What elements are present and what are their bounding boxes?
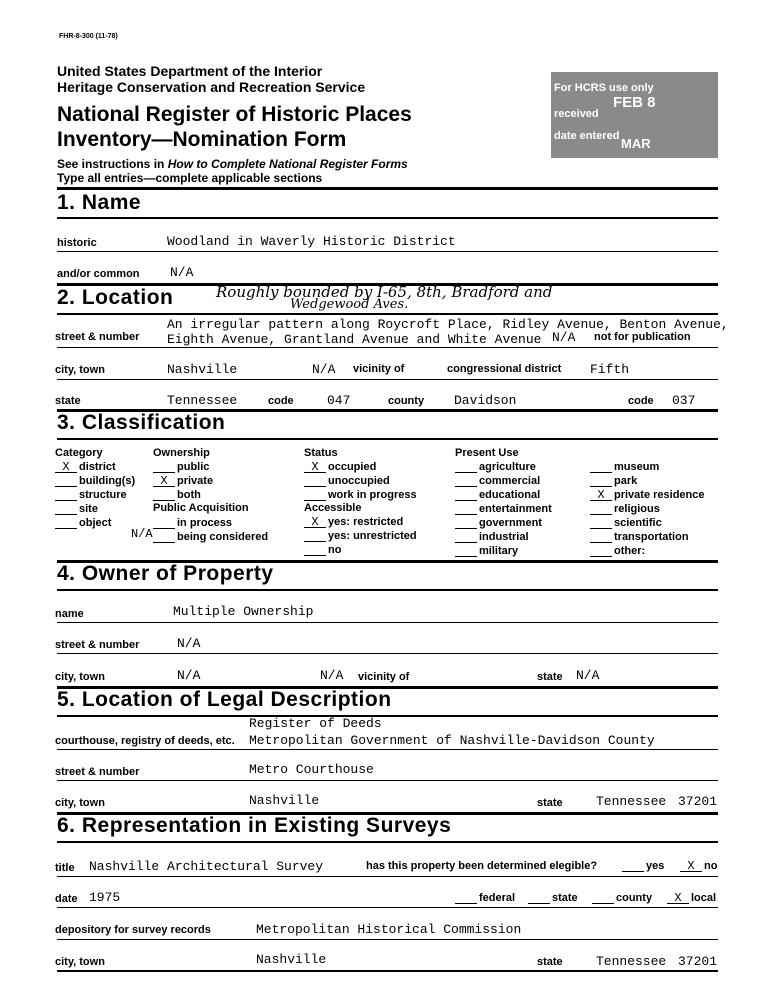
form-number: FHR-8-300 (11-78) (59, 33, 118, 40)
eligible-question: has this property been determined elegible? (366, 860, 598, 872)
use-military-checkbox[interactable] (455, 545, 518, 557)
field-rule (57, 251, 718, 252)
street-line1: An irregular pattern along Roycroft Place, Ridley Avenue, Benton Avenue, (167, 317, 729, 332)
historic-label: historic (57, 237, 97, 249)
public-acquisition-header: Public Acquisition (153, 502, 249, 514)
field-rule (57, 780, 718, 781)
owner-city-value: N/A (177, 668, 201, 683)
legal-state-label: state (537, 797, 563, 809)
form-title-line1: National Register of Historic Places (57, 103, 412, 126)
instructions-prefix: See instructions in (57, 157, 168, 171)
level-local-checkbox[interactable] (667, 892, 716, 904)
field-rule (57, 379, 718, 380)
field-rule (57, 876, 718, 877)
stamp-line2: received (554, 108, 599, 120)
ownership-header: Ownership (153, 447, 210, 459)
survey-title-value: Nashville Architectural Survey (89, 859, 324, 874)
field-rule (57, 939, 718, 940)
checkbox-label: in process (177, 517, 233, 529)
checkbox-label: museum (614, 461, 660, 473)
section4-title: 4. Owner of Property (57, 562, 274, 585)
checkbox-label: agriculture (479, 461, 536, 473)
use-educational-checkbox[interactable] (455, 489, 540, 501)
stamp-line3: date entered (554, 130, 620, 142)
checkbox-mark: X (55, 463, 77, 473)
use-agriculture-checkbox[interactable] (455, 461, 536, 473)
vicinity-value: N/A (312, 362, 336, 377)
checkbox-label: district (79, 461, 116, 473)
depository-city-label: city, town (55, 956, 105, 968)
checkbox-mark: X (667, 894, 689, 904)
department-line: United States Department of the Interior (57, 63, 323, 79)
city-value: Nashville (167, 362, 238, 377)
use-museum-checkbox[interactable] (590, 461, 659, 473)
checkbox-label: work in progress (328, 489, 417, 501)
instructions-line1 (57, 157, 408, 171)
category-site-checkbox[interactable] (55, 503, 98, 515)
owner-street-label: street & number (55, 639, 140, 651)
legal-street-value: Metro Courthouse (249, 762, 374, 777)
checkbox-label: building(s) (79, 475, 136, 487)
form-title-line2: Inventory—Nomination Form (57, 128, 347, 151)
hcrs-use-only-stamp (551, 72, 718, 158)
acquisition-in-process-checkbox[interactable] (153, 517, 232, 529)
level-federal-checkbox[interactable] (455, 892, 515, 904)
category-header: Category (55, 447, 103, 459)
accessible-no-checkbox[interactable] (304, 544, 341, 556)
field-rule (57, 653, 718, 654)
use-industrial-checkbox[interactable] (455, 531, 529, 543)
legal-state-value: Tennessee (596, 794, 667, 809)
checkbox-label: being considered (177, 531, 269, 543)
county-code-label: code (628, 395, 654, 407)
owner-vicinity-label: vicinity of (358, 671, 410, 683)
section3-title: 3. Classification (57, 411, 226, 434)
accessible-header: Accessible (304, 502, 362, 514)
checkbox-label: county (616, 892, 653, 904)
checkbox-label: military (479, 545, 519, 557)
section-rule (57, 841, 718, 843)
survey-date-value: 1975 (89, 890, 121, 905)
checkbox-label: scientific (614, 517, 662, 529)
checkbox-label: public (177, 461, 210, 473)
owner-street-value: N/A (177, 636, 201, 651)
use-other-checkbox[interactable] (590, 545, 645, 557)
category-district-checkbox[interactable] (55, 461, 116, 473)
legal-city-value: Nashville (249, 793, 320, 808)
street-line2: Eighth Avenue, Grantland Avenue and White Avenue (167, 332, 542, 347)
common-name-label: and/or common (57, 268, 140, 280)
owner-vicinity-value: N/A (320, 668, 344, 683)
level-county-checkbox[interactable] (592, 892, 652, 904)
checkbox-label: no (704, 860, 718, 872)
depository-zip: 37201 (678, 954, 718, 969)
use-private-residence-checkbox[interactable] (590, 489, 705, 501)
courthouse-line2: Metropolitan Government of Nashville-Davidson County (249, 733, 655, 748)
stamp-mark2: MAR (621, 136, 651, 151)
checkbox-label: no (328, 544, 342, 556)
status-unoccupied-checkbox[interactable] (304, 475, 390, 487)
instructions-link-text: How to Complete National Register Forms (167, 157, 408, 171)
eligible-no-checkbox[interactable] (680, 860, 717, 872)
instructions-line2: Type all entries—complete applicable sections (57, 171, 323, 185)
handwritten-boundary-line1: Roughly bounded by I-65, 8th, Bradford and (216, 283, 553, 301)
accessible-unrestricted-checkbox[interactable] (304, 530, 417, 542)
use-entertainment-checkbox[interactable] (455, 503, 552, 515)
section5-title: 5. Location of Legal Description (57, 688, 392, 711)
service-line: Heritage Conservation and Recreation Service (57, 79, 366, 95)
checkbox-label: park (614, 475, 638, 487)
acquisition-being-considered-checkbox[interactable] (153, 531, 268, 543)
courthouse-label: courthouse, registry of deeds, etc. (55, 735, 235, 747)
checkbox-label: federal (479, 892, 516, 904)
checkbox-label: structure (79, 489, 127, 501)
depository-state-label: state (537, 956, 563, 968)
eligible-yes-checkbox[interactable] (622, 860, 664, 872)
checkbox-label: unoccupied (328, 475, 390, 487)
status-occupied-checkbox[interactable] (304, 461, 376, 473)
checkbox-label: commercial (479, 475, 541, 487)
checkbox-label: object (79, 517, 112, 529)
checkbox-label: yes: restricted (328, 516, 404, 528)
checkbox-mark: X (304, 518, 326, 528)
owner-city-label: city, town (55, 671, 105, 683)
checkbox-label: private residence (614, 489, 705, 501)
acquisition-na: N/A (131, 527, 153, 541)
owner-state-label: state (537, 671, 563, 683)
handwritten-boundary-line2: Wedgewood Aves. (290, 297, 409, 312)
section-rule (57, 217, 718, 219)
code-label: code (268, 395, 294, 407)
city-label: city, town (55, 364, 105, 376)
section-rule (57, 715, 718, 717)
owner-name-label: name (55, 608, 84, 620)
depository-state-value: Tennessee (596, 954, 667, 969)
nfp-label: not for publication (594, 331, 691, 343)
ownership-both-checkbox[interactable] (153, 489, 201, 501)
stamp-mark1: FEB 8 (613, 94, 656, 111)
use-transportation-checkbox[interactable] (590, 531, 689, 543)
checkbox-mark: X (153, 477, 175, 487)
field-rule (57, 749, 718, 750)
checkbox-label: government (479, 517, 542, 529)
depository-label: depository for survey records (55, 924, 211, 936)
section-rule (57, 589, 718, 591)
checkbox-label: yes: unrestricted (328, 530, 417, 542)
present-use-header: Present Use (455, 447, 519, 459)
courthouse-line1: Register of Deeds (249, 716, 382, 731)
stamp-line1: For HCRS use only (554, 82, 654, 94)
section-rule (57, 313, 718, 315)
historic-name-value: Woodland in Waverly Historic District (167, 234, 456, 249)
checkbox-label: transportation (614, 531, 689, 543)
checkbox-mark: X (680, 862, 702, 872)
checkbox-label: industrial (479, 531, 529, 543)
field-rule (57, 347, 718, 348)
checkbox-mark: X (590, 491, 612, 501)
status-header: Status (304, 447, 338, 459)
vicinity-label: vicinity of (353, 363, 405, 375)
status-work-in-progress-checkbox[interactable] (304, 489, 417, 501)
field-rule (57, 907, 718, 908)
common-name-value: N/A (170, 265, 194, 280)
section6-title: 6. Representation in Existing Surveys (57, 814, 452, 837)
checkbox-label: state (552, 892, 578, 904)
state-code-value: 047 (327, 393, 351, 408)
section1-title: 1. Name (57, 191, 142, 214)
nfp-value: N/A (552, 330, 576, 345)
depository-city-value: Nashville (256, 952, 327, 967)
legal-street-label: street & number (55, 766, 140, 778)
survey-title-label: title (55, 862, 75, 874)
section-rule (57, 187, 718, 190)
section-rule (57, 438, 718, 440)
field-rule (57, 622, 718, 623)
checkbox-label: other: (614, 545, 646, 557)
section-rule (57, 970, 718, 972)
level-state-checkbox[interactable] (528, 892, 578, 904)
checkbox-label: entertainment (479, 503, 552, 515)
owner-name-value: Multiple Ownership (173, 604, 314, 619)
use-government-checkbox[interactable] (455, 517, 542, 529)
use-religious-checkbox[interactable] (590, 503, 660, 515)
checkbox-label: religious (614, 503, 660, 515)
checkbox-label: site (79, 503, 98, 515)
checkbox-label: private (177, 475, 214, 487)
checkbox-label: educational (479, 489, 541, 501)
checkbox-label: occupied (328, 461, 377, 473)
use-scientific-checkbox[interactable] (590, 517, 662, 529)
legal-zip: 37201 (678, 794, 718, 809)
state-value: Tennessee (167, 393, 238, 408)
street-number-label: street & number (55, 331, 140, 343)
checkbox-label: both (177, 489, 201, 501)
checkbox-label: yes (646, 860, 665, 872)
congress-district-value: Fifth (590, 362, 630, 377)
depository-value: Metropolitan Historical Commission (256, 922, 522, 937)
section2-title: 2. Location (57, 286, 174, 309)
accessible-restricted-checkbox[interactable] (304, 516, 403, 528)
checkbox-mark: X (304, 463, 326, 473)
owner-state-value: N/A (576, 668, 600, 683)
survey-date-label: date (55, 893, 78, 905)
category-structure-checkbox[interactable] (55, 489, 127, 501)
ownership-private-checkbox[interactable] (153, 475, 213, 487)
county-code-value: 037 (672, 393, 696, 408)
checkbox-label: local (691, 892, 717, 904)
category-buildings-checkbox[interactable] (55, 475, 135, 487)
use-commercial-checkbox[interactable] (455, 475, 540, 487)
county-value: Davidson (454, 393, 517, 408)
congress-district-label: congressional district (447, 363, 562, 375)
category-object-checkbox[interactable] (55, 517, 111, 529)
county-label: county (388, 395, 425, 407)
ownership-public-checkbox[interactable] (153, 461, 209, 473)
legal-city-label: city, town (55, 797, 105, 809)
state-label: state (55, 395, 81, 407)
use-park-checkbox[interactable] (590, 475, 637, 487)
